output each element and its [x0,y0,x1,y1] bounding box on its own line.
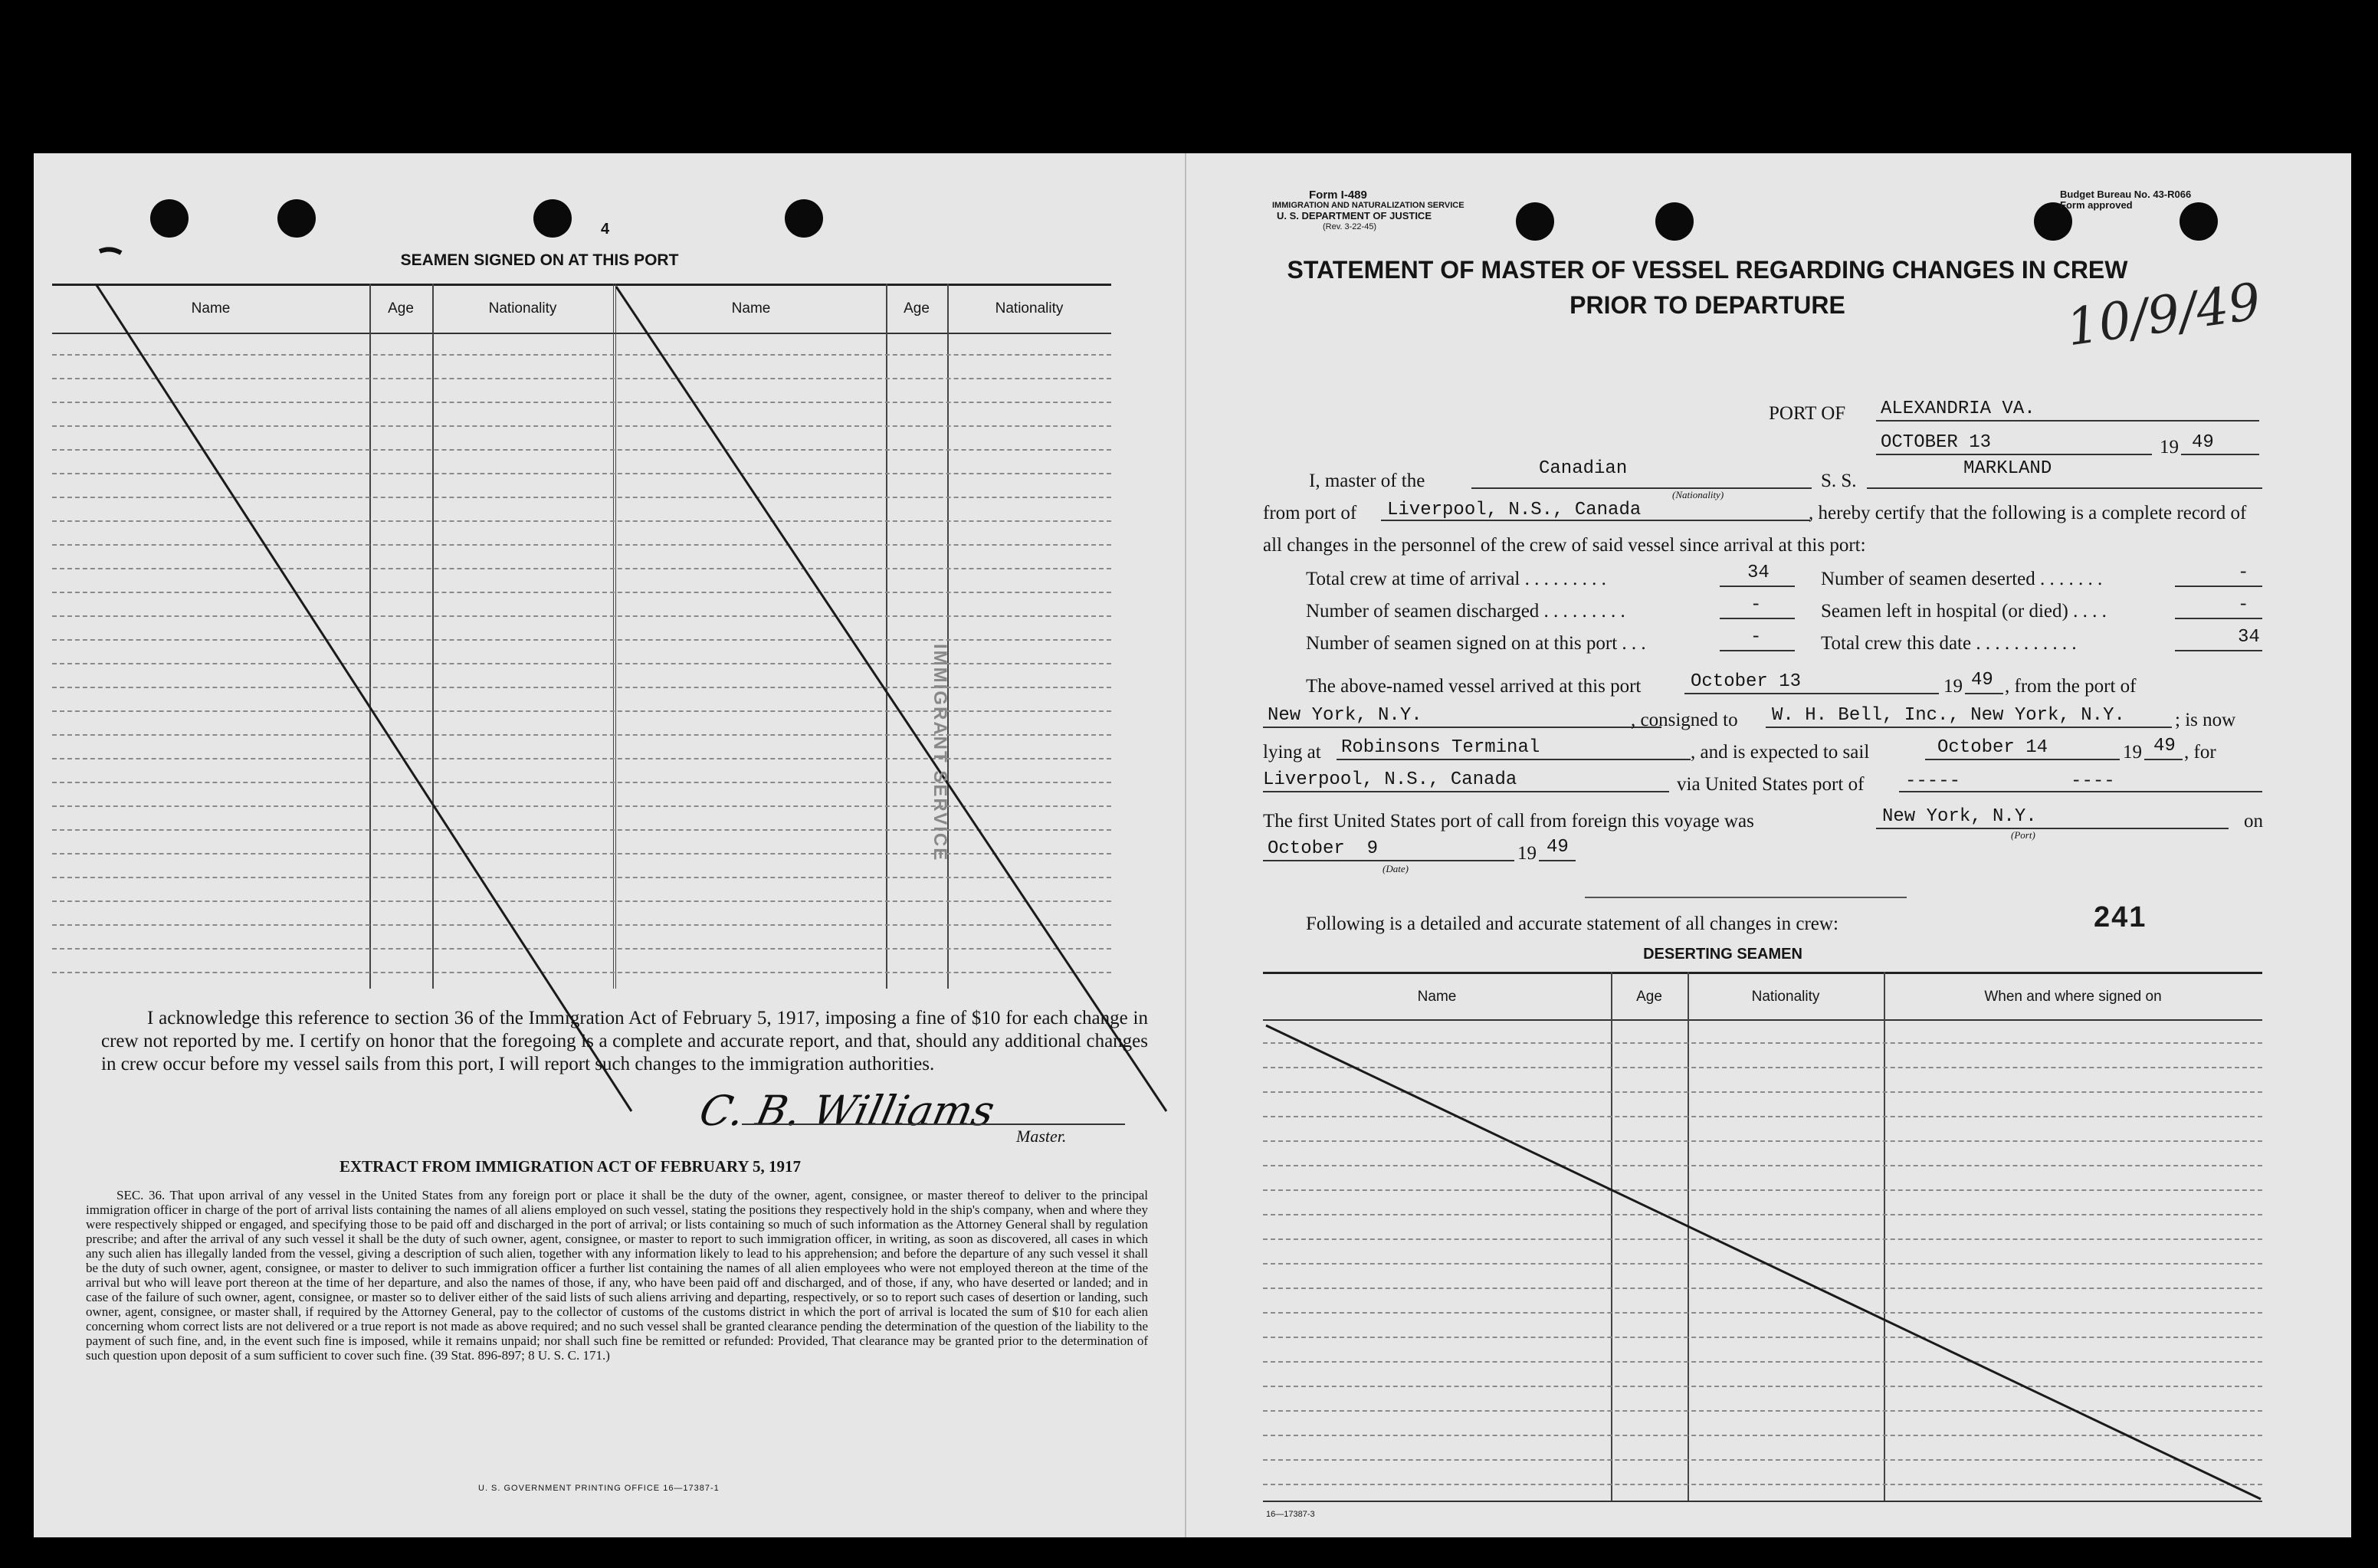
deserting-title: DESERTING SEAMEN [1643,946,1802,963]
col-header-age: Age [1636,989,1662,1005]
expected-label: , and is expected to sail [1691,742,1870,763]
strike-line [616,287,1166,1111]
first-port-label: The first United States port of call from foreign this voyage was [1263,811,1754,832]
extract-title: EXTRACT FROM IMMIGRATION ACT OF FEBRUARY 5, 1917 [339,1157,802,1176]
stat-label: Number of seamen deserted . . . . . . . [1821,569,2103,589]
printing-code: 16—17387-3 [1266,1510,1315,1519]
arrived-year: 49 [1971,670,1993,691]
strike-line [1266,1025,2261,1499]
stat-value: 34 [2238,627,2260,648]
all-changes-text: all changes in the personnel of the crew of said vessel since arrival at this port: [1263,535,1866,556]
stat-label: Number of seamen discharged . . . . . . . . . [1306,601,1625,622]
strike-line [97,285,631,1111]
col-header-name: Name [731,300,771,317]
from-port-label: from port of [1263,503,1357,523]
year-prefix: 19 [1517,843,1537,864]
date-value: OCTOBER 13 [1881,432,1992,453]
consignee: W. H. Bell, Inc., New York, N.Y. [1772,705,2125,726]
printing-office: U. S. GOVERNMENT PRINTING OFFICE 16—17387-1 [478,1484,720,1493]
acknowledgement-text: I acknowledge this reference to section 36 of the Immigration Act of February 5, 1917, imposing a fine of $10 for each change in crew not reported by me. I certify on honor that the foregoing is a complete and accurate report, and that, should any additional changes in crew occur before my vessel sails from this port, I will report such changes to the immigration authorities. [101,1008,1148,1074]
consigned-label: , consigned to [1631,710,1738,730]
stamp-number: 241 [2094,901,2147,933]
col-header-nationality: Nationality [1751,989,1820,1005]
ink-mark [100,249,121,253]
year-prefix: 19 [2123,742,2142,763]
col-header-nationality: Nationality [488,300,557,317]
budget-bureau: Budget Bureau No. 43-R066 [2060,189,2192,200]
destination: Liverpool, N.S., Canada [1263,769,1517,790]
via-value: ----- ---- [1905,771,2115,792]
signature-line [742,1124,1125,1125]
sail-year: 49 [2153,736,2176,756]
stat-value: 34 [1747,563,1770,583]
strike-lines [34,153,1185,1242]
col-header-signed-on: When and where signed on [1984,989,2162,1005]
ss-label: S. S. [1821,471,1857,491]
from-port-city: New York, N.Y. [1268,705,1422,726]
via-label: via United States port of [1677,774,1865,795]
revision: (Rev. 3-22-45) [1323,222,1377,231]
signature-caption: Master. [1016,1127,1067,1146]
handwritten-date: 10/9/49 [2062,271,2265,358]
following-text: Following is a detailed and accurate statement of all changes in crew: [1306,914,1838,934]
stat-label: Total crew this date . . . . . . . . . . . [1821,633,2077,654]
date-caption: (Date) [1383,863,1409,874]
year-value: 49 [2192,432,2214,453]
col-header-name: Name [191,300,231,317]
for-label: , for [2184,742,2216,763]
port-caption: (Port) [2011,829,2035,841]
col-header-name: Name [1417,989,1457,1005]
agency-line: IMMIGRATION AND NATURALIZATION SERVICE [1272,201,1465,210]
extract-text: SEC. 36. That upon arrival of any vessel in the United States from any foreign port or place it shall be the duty of the owner, agent, consignee, or master thereof to deliver to the principal immigration officer in charge of the port of arrival lists containing the names of all aliens employed on such vessel, stating the positions they respectively hold in the ship's company, when and where they were respectively shipped or engaged, and specifying those to be paid off and discharged in the port of arrival; or lists containing so much of such information as the Attorney General shall by regulation prescribe; and after the arrival of any such vessel it shall be the duty of such owner, agent, consignee, or master to report to such immigration officer, in writing, as soon as discovered, all cases in which any such alien has illegally landed from the vessel, giving a description of such alien, together with any information likely to lead to his apprehension; and before the departure of any such vessel it shall be the duty of such owner, agent, consignee, or master to deliver to such immigration officer a further list containing the names of all alien employees who were not employed thereon at the time of the arrival but who will leave port thereon at the time of her departure, and also the names of those, if any, who have been paid off and discharged, and of those, if any, who have deserted or landed; and in case of the failure of such owner, agent, consignee, or master so to deliver either of the said lists of such aliens arriving and departing, respectively, or so to report such cases of desertion or landing, such owner, agent, consignee, or master shall, if required by the Attorney General, pay to the collector of customs of the customs district in which the port of arrival is located the sum of $10 for each alien concerning whom correct lists are not delivered or a true report is not made as above required; and no such vessel shall be granted clearance pending the determination of the question of the liability to the payment of such fine, and, in the event such fine is imposed, while it remains unpaid; nor shall such fine be remitted or refunded: Provided, That clearance may be granted prior to the determination of such question upon deposit of a sum sufficient to cover such fine. (39 Stat. 896-897; 8 U. S. C. 171.) [86,1188,1148,1363]
section-title: SEAMEN SIGNED ON AT THIS PORT [400,251,679,269]
sail-date: October 14 [1937,737,2048,758]
col-header-nationality: Nationality [995,300,1064,317]
from-the-port-label: , from the port of [2005,676,2137,697]
stat-value: - [1750,627,1762,648]
port-of-label: PORT OF [1769,403,1846,424]
stat-value: - [1750,595,1762,615]
form-title: STATEMENT OF MASTER OF VESSEL REGARDING CHANGES IN CREW [1287,256,2128,284]
right-page [1185,153,2351,1537]
strike-lines [1186,153,2351,1537]
col-header-age: Age [388,300,414,317]
agency-line: U. S. DEPARTMENT OF JUSTICE [1277,210,1432,221]
first-port-year: 49 [1547,837,1569,858]
form-title-2: PRIOR TO DEPARTURE [1569,291,1845,319]
port-of-value: ALEXANDRIA VA. [1881,399,2035,419]
received-stamp: IMMIGRANT SERVICE [930,644,950,862]
vessel-name: MARKLAND [1963,458,2052,479]
form-number: Form I-489 [1309,189,1367,202]
stat-value: - [2238,595,2249,615]
page-number: 4 [601,221,610,238]
left-page [34,153,1185,1537]
arrived-label: The above-named vessel arrived at this port [1306,676,1642,697]
is-now-label: ; is now [2175,710,2236,730]
stat-label: Seamen left in hospital (or died) . . . . [1821,601,2107,622]
first-port-value: New York, N.Y. [1882,806,2037,827]
nationality-caption: (Nationality) [1672,489,1724,500]
stat-value: - [2238,563,2249,583]
form-approved: Form approved [2060,199,2133,211]
stat-label: Total crew at time of arrival . . . . . . . . . [1306,569,1606,589]
col-header-age: Age [904,300,930,317]
from-port-value: Liverpool, N.S., Canada [1387,500,1642,520]
master-label: I, master of the [1309,471,1425,491]
on-label: on [2244,811,2263,832]
lying-at-value: Robinsons Terminal [1341,737,1540,758]
first-port-date: October 9 [1268,838,1379,859]
year-prefix: 19 [1943,676,1963,697]
arrived-date: October 13 [1691,671,1802,692]
year-prefix: 19 [2160,437,2179,458]
nationality-value: Canadian [1539,458,1628,479]
stat-label: Number of seamen signed on at this port . . . [1306,633,1646,654]
lying-at-label: lying at [1263,742,1321,763]
certify-text: , hereby certify that the following is a complete record of [1809,503,2247,523]
master-signature: C. B. Williams [695,1087,999,1135]
